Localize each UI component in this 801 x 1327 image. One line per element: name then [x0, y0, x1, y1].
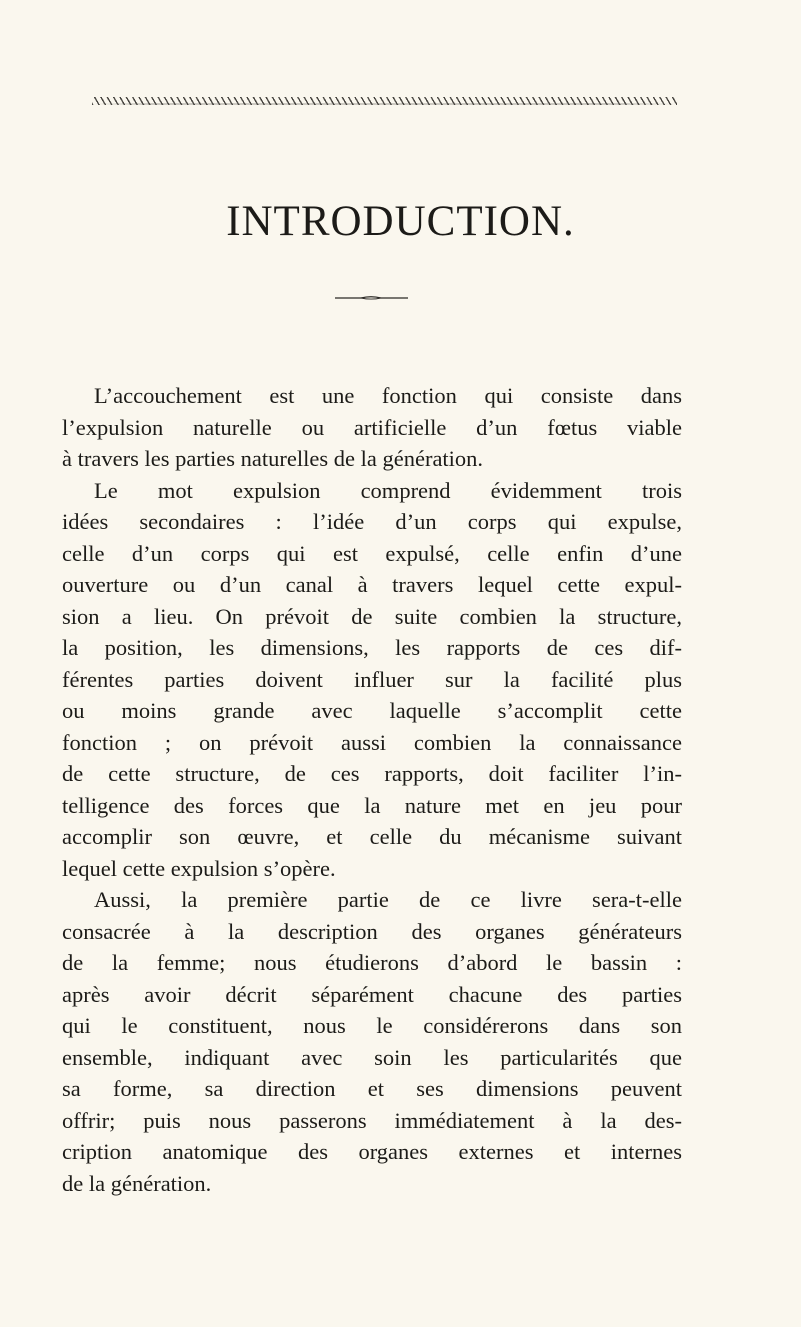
text-line: Aussi, la première partie de ce livre sera-t-elle [94, 887, 682, 912]
text-line: ouverture ou d’un canal à travers lequel cette expul- [62, 572, 682, 597]
text-line: de la génération. [62, 1170, 212, 1196]
text-line: cription anatomique des organes externes et internes [62, 1139, 682, 1164]
text-line: telligence des forces que la nature met en jeu pour [62, 792, 682, 818]
ornamental-header-band [92, 97, 677, 105]
text-line: de la femme; nous étudierons d’abord le bassin : [62, 950, 682, 975]
text-line: idées secondaires : l’idée d’un corps qui expulse, [62, 509, 682, 534]
text-line: accomplir son œuvre, et celle du mécanisme suivant [62, 824, 682, 849]
text-line: lequel cette expulsion s’opère. [62, 855, 336, 881]
text-line: consacrée à la description des organes générateurs [62, 918, 682, 944]
text-line: férentes parties doivent influer sur la facilité plus [62, 666, 682, 692]
text-line: qui le constituent, nous le considérerons dans son [62, 1013, 682, 1038]
text-line: ou moins grande avec laquelle s’accomplit cette [62, 698, 682, 723]
decorative-rule [335, 295, 408, 301]
text-line: après avoir décrit séparément chacune des parties [62, 981, 682, 1007]
text-line: offrir; puis nous passerons immédiatement à la des- [62, 1107, 682, 1133]
text-line: à travers les parties naturelles de la génération. [62, 446, 484, 471]
text-line: Le mot expulsion comprend évidemment trois [94, 477, 682, 503]
page-title: INTRODUCTION. [226, 198, 575, 245]
introduction-text [62, 380, 682, 1199]
text-line: celle d’un corps qui est expulsé, celle enfin d’une [62, 540, 682, 566]
text-line: sion a lieu. On prévoit de suite combien la structure, [62, 603, 682, 629]
text-line: de cette structure, de ces rapports, doit faciliter l’in- [62, 761, 682, 786]
text-line: la position, les dimensions, les rapports de ces dif- [62, 635, 682, 660]
text-line: l’expulsion naturelle ou artificielle d’un fœtus viable [62, 414, 682, 440]
text-line: ensemble, indiquant avec soin les particularités que [62, 1044, 682, 1070]
text-line: fonction ; on prévoit aussi combien la connaissance [62, 729, 682, 755]
text-line: sa forme, sa direction et ses dimensions peuvent [62, 1076, 682, 1101]
text-line: L’accouchement est une fonction qui consiste dans [94, 383, 682, 408]
